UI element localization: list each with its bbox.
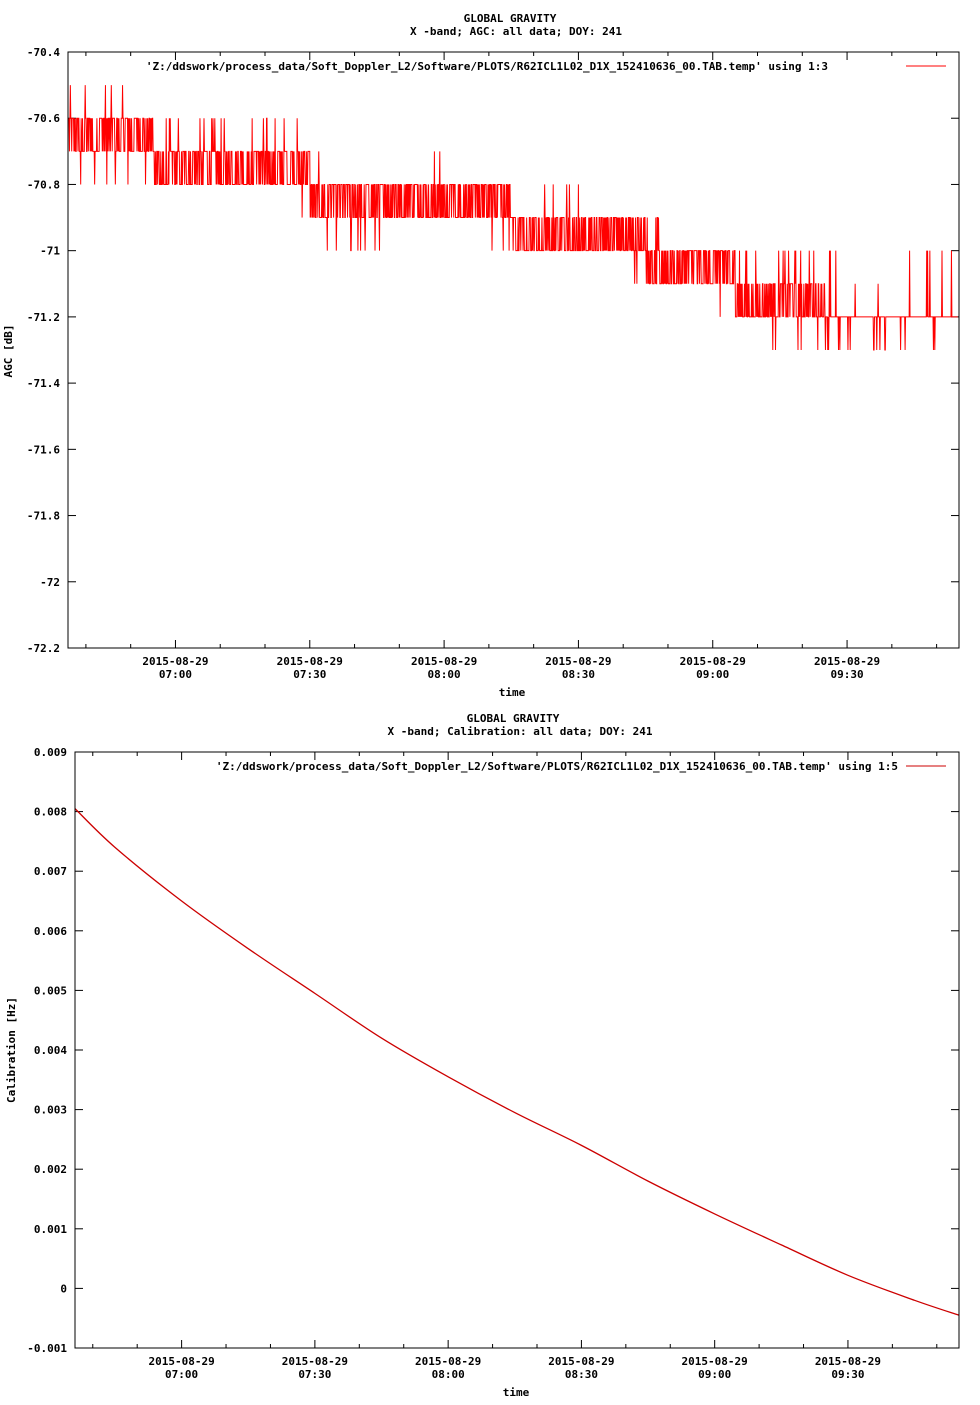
calibration-y-tick-label: -0.001 bbox=[27, 1342, 67, 1355]
calibration-x-tick-time: 09:30 bbox=[831, 1368, 865, 1381]
calibration-y-tick-label: 0.001 bbox=[33, 1222, 67, 1236]
calibration-plot-area bbox=[75, 809, 959, 1316]
agc-x-axis-label: time bbox=[498, 686, 526, 699]
calibration-x-tick-date: 2015-08-29 bbox=[548, 1355, 615, 1368]
agc-legend-label: 'Z:/ddswork/process_data/Soft_Doppler_L2/Software/PLOTS/R62ICL1L02_D1X_152410636_00.TAB.temp' using 1:3 bbox=[145, 60, 828, 73]
agc-y-tick-label: -71.6 bbox=[26, 443, 60, 457]
calibration-y-tick-label: 0.005 bbox=[33, 984, 67, 998]
agc-x-tick-date: 2015-08-29 bbox=[679, 655, 746, 668]
calibration-series-line bbox=[75, 809, 959, 1316]
agc-y-tick-label: -71.4 bbox=[26, 377, 60, 391]
agc-x-tick-date: 2015-08-29 bbox=[545, 655, 612, 668]
calibration-x-axis-label: time bbox=[502, 1386, 530, 1399]
agc-y-tick-label: -71.2 bbox=[26, 310, 60, 324]
calibration-x-tick-time: 07:30 bbox=[298, 1368, 332, 1381]
agc-y-tick-label: -72.2 bbox=[26, 642, 60, 655]
calibration-y-tick-label: 0.008 bbox=[33, 805, 67, 819]
calibration-x-tick-time: 08:30 bbox=[564, 1368, 598, 1381]
agc-y-tick-label: -70.6 bbox=[26, 112, 60, 126]
calibration-y-tick-label: 0.004 bbox=[33, 1044, 67, 1057]
calibration-y-axis-label: Calibration [Hz] bbox=[5, 997, 18, 1103]
agc-chart-subtitle: X -band; AGC: all data; DOY: 241 bbox=[410, 25, 622, 38]
calibration-y-tick-label: 0.009 bbox=[33, 746, 67, 759]
agc-x-tick-date: 2015-08-29 bbox=[276, 655, 343, 668]
calibration-x-tick-date: 2015-08-29 bbox=[415, 1355, 482, 1368]
agc-y-axis-label: AGC [dB] bbox=[2, 324, 15, 378]
agc-y-tick-label: -70.8 bbox=[26, 178, 60, 192]
agc-y-tick-label: -70.4 bbox=[26, 46, 60, 59]
agc-plot-area bbox=[69, 85, 958, 350]
calibration-chart bbox=[5, 712, 959, 1399]
calibration-y-tick-label: 0 bbox=[60, 1282, 67, 1296]
agc-series-line bbox=[69, 85, 958, 350]
calibration-x-tick-date: 2015-08-29 bbox=[681, 1355, 748, 1368]
calibration-x-tick-time: 07:00 bbox=[165, 1368, 199, 1381]
calibration-y-tick-label: 0.002 bbox=[33, 1163, 67, 1177]
agc-y-tick-label: -71.8 bbox=[26, 509, 60, 523]
agc-x-tick-time: 08:00 bbox=[427, 668, 461, 681]
agc-x-tick-date: 2015-08-29 bbox=[142, 655, 209, 668]
calibration-x-tick-date: 2015-08-29 bbox=[281, 1355, 348, 1368]
calibration-y-tick-label: 0.003 bbox=[33, 1103, 67, 1117]
agc-x-tick-time: 08:30 bbox=[561, 668, 595, 681]
calibration-y-tick-label: 0.006 bbox=[33, 924, 67, 938]
agc-x-tick-time: 09:30 bbox=[830, 668, 864, 681]
calibration-x-tick-date: 2015-08-29 bbox=[814, 1355, 882, 1368]
agc-x-tick-time: 09:00 bbox=[696, 668, 730, 681]
agc-chart bbox=[2, 12, 959, 699]
calibration-plot-frame bbox=[75, 752, 959, 1348]
calibration-legend-label: 'Z:/ddswork/process_data/Soft_Doppler_L2/Software/PLOTS/R62ICL1L02_D1X_152410636_00.TAB.temp' using 1:5 bbox=[215, 760, 898, 773]
calibration-chart-title: GLOBAL GRAVITY bbox=[466, 712, 560, 725]
agc-x-tick-date: 2015-08-29 bbox=[410, 655, 478, 668]
calibration-x-tick-time: 08:00 bbox=[431, 1368, 465, 1381]
agc-x-tick-date: 2015-08-29 bbox=[813, 655, 881, 668]
calibration-axis-ticks bbox=[27, 746, 959, 1381]
agc-chart-title: GLOBAL GRAVITY bbox=[463, 12, 557, 25]
agc-y-tick-label: -72 bbox=[40, 575, 60, 589]
agc-y-tick-label: -71 bbox=[40, 244, 60, 258]
agc-x-tick-time: 07:30 bbox=[293, 668, 327, 681]
agc-x-tick-time: 07:00 bbox=[158, 668, 193, 681]
calibration-x-tick-date: 2015-08-29 bbox=[148, 1355, 215, 1368]
calibration-x-tick-time: 09:00 bbox=[698, 1368, 732, 1381]
calibration-chart-subtitle: X -band; Calibration: all data; DOY: 241 bbox=[387, 725, 653, 738]
calibration-y-tick-label: 0.007 bbox=[33, 865, 67, 879]
